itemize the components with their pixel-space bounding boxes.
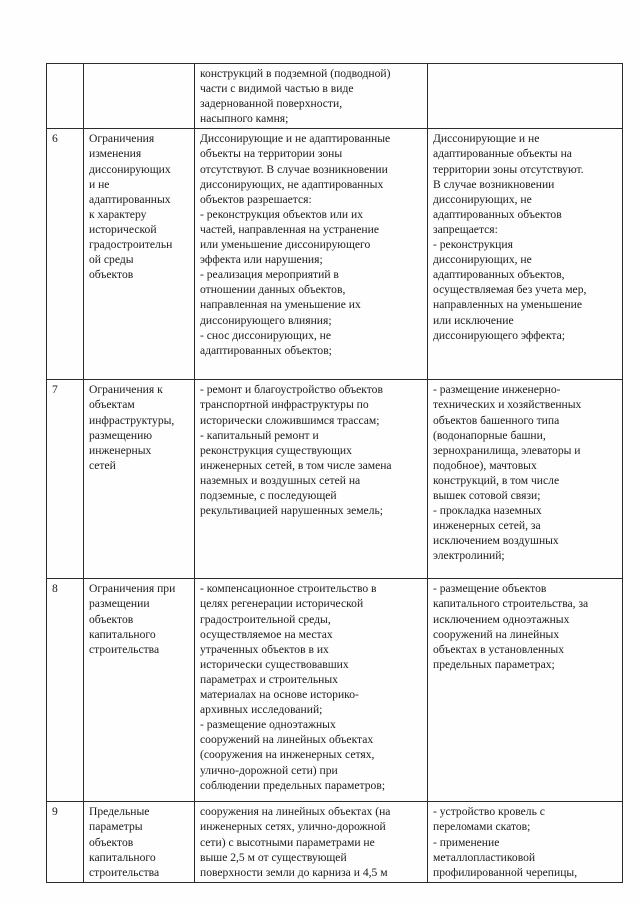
forbidden-measure-line: направленных на уменьшение bbox=[433, 298, 582, 312]
allowed-measure-line: транспортной инфраструктуры по bbox=[200, 398, 369, 412]
allowed-measure-line: исторически существовавших bbox=[200, 657, 349, 671]
allowed-measure-line: рекультивацией нарушенных земель; bbox=[200, 504, 383, 518]
restriction-name-line: изменения bbox=[89, 147, 142, 161]
forbidden-measure-line: объектов башенного типа bbox=[433, 413, 560, 427]
forbidden-measure-line: диссонирующего эффекта; bbox=[433, 328, 566, 342]
allowed-measure-line: выше 2,5 м от существующей bbox=[200, 850, 347, 864]
restriction-name-line: объектам bbox=[89, 398, 135, 412]
table-row bbox=[47, 380, 623, 579]
document-page bbox=[46, 63, 614, 883]
forbidden-measure-line: профилированной черепицы, bbox=[433, 865, 578, 879]
allowed-measure-line: отношении данных объектов, bbox=[200, 283, 346, 297]
restriction-name-cell bbox=[84, 129, 195, 380]
allowed-measures-cell bbox=[195, 380, 428, 579]
forbidden-measures-cell bbox=[428, 579, 623, 802]
allowed-measure-line: задернованной поверхности, bbox=[200, 97, 343, 111]
forbidden-measure-line: диссонирующих, не bbox=[433, 253, 532, 267]
regulations-table-body bbox=[47, 64, 623, 883]
restriction-name-line: инфраструктуры, bbox=[89, 413, 175, 427]
allowed-measure-line: части с видимой частью в виде bbox=[200, 82, 354, 96]
allowed-measure-line: направленная на уменьшение их bbox=[200, 298, 361, 312]
forbidden-measures-cell bbox=[428, 802, 623, 882]
allowed-measure-line: диссонирующих, не адаптированных bbox=[200, 177, 384, 191]
forbidden-measure-line: осуществляемая без учета мер, bbox=[433, 283, 587, 297]
forbidden-measure-line: подобное), мачтовых bbox=[433, 458, 537, 472]
allowed-measure-line: - реконструкция объектов или их bbox=[200, 207, 364, 221]
forbidden-measure-line: - устройство кровель с bbox=[433, 805, 545, 819]
forbidden-measure-line: металлопластиковой bbox=[433, 850, 536, 864]
allowed-measure-line: параметрах и строительных bbox=[200, 672, 338, 686]
allowed-measure-line: реконструкция существующих bbox=[200, 443, 352, 457]
allowed-measure-line: - снос диссонирующих, не bbox=[200, 328, 332, 342]
forbidden-measure-line: адаптированных объектов, bbox=[433, 268, 565, 282]
allowed-measure-line: объектов разрешается: bbox=[200, 192, 312, 206]
allowed-measure-line: диссонирующего влияния; bbox=[200, 313, 332, 327]
restriction-name-line: Ограничения bbox=[89, 132, 155, 146]
allowed-measure-line: частей, направленная на устранение bbox=[200, 222, 379, 236]
restriction-name-cell bbox=[84, 802, 195, 882]
forbidden-measure-line: исключением одноэтажных bbox=[433, 612, 570, 626]
allowed-measure-line: сооружения на линейных объектах (на bbox=[200, 805, 391, 819]
forbidden-measure-line: - прокладка наземных bbox=[433, 504, 542, 518]
forbidden-measure-line: В случае возникновении bbox=[433, 177, 555, 191]
allowed-measures-cell bbox=[195, 64, 428, 129]
forbidden-measures-cell bbox=[428, 64, 623, 129]
allowed-measure-line: - размещение одноэтажных bbox=[200, 718, 336, 732]
forbidden-measure-line: предельных параметрах; bbox=[433, 657, 555, 671]
restriction-name-line: Ограничения при bbox=[89, 582, 176, 596]
forbidden-measure-line: запрещается: bbox=[433, 222, 498, 236]
forbidden-measure-line: сооружений на линейных bbox=[433, 627, 560, 641]
allowed-measure-line: сети) с высотными параметрами не bbox=[200, 835, 375, 849]
allowed-measure-line: (сооружения на инженерных сетях, bbox=[200, 748, 375, 762]
restriction-name-line: строительства bbox=[89, 642, 160, 656]
restriction-name-line: капитального bbox=[89, 627, 156, 641]
allowed-measure-line: насыпного камня; bbox=[200, 112, 289, 126]
restriction-name-line: диссонирующих bbox=[89, 162, 171, 176]
allowed-measure-line: инженерных сетях, улично-дорожной bbox=[200, 820, 386, 834]
forbidden-measure-line: - размещение объектов bbox=[433, 582, 547, 596]
forbidden-measure-line: переломами скатов; bbox=[433, 820, 531, 834]
forbidden-measure-line: электролиний; bbox=[433, 549, 505, 563]
forbidden-measure-line: технических и хозяйственных bbox=[433, 398, 582, 412]
restriction-name-line: размещению bbox=[89, 428, 152, 442]
forbidden-measure-line: адаптированные объекты на bbox=[433, 147, 572, 161]
restriction-name-line: и не bbox=[89, 177, 110, 191]
allowed-measures-cell bbox=[195, 129, 428, 380]
allowed-measure-line: эффекта или нарушения; bbox=[200, 253, 323, 267]
forbidden-measure-line: - реконструкция bbox=[433, 238, 513, 252]
restriction-name-line: Предельные bbox=[89, 805, 150, 819]
allowed-measure-line: целях регенерации исторической bbox=[200, 597, 364, 611]
regulations-table bbox=[46, 63, 623, 883]
row-number: 9 bbox=[47, 802, 84, 882]
table-row bbox=[47, 64, 623, 129]
restriction-name-line: Ограничения к bbox=[89, 383, 163, 397]
allowed-measure-line: сооружений на линейных объектах bbox=[200, 733, 374, 747]
allowed-measure-line: градостроительной среды, bbox=[200, 612, 331, 626]
restriction-name-line: размещении bbox=[89, 597, 150, 611]
forbidden-measure-line: вышек сотовой связи; bbox=[433, 489, 541, 503]
restriction-name-line: объектов bbox=[89, 268, 134, 282]
table-row bbox=[47, 802, 623, 882]
restriction-name-line: адаптированных bbox=[89, 192, 171, 206]
allowed-measure-line: Диссонирующие и не адаптированные bbox=[200, 132, 391, 146]
forbidden-measure-line: зернохранилища, элеваторы и bbox=[433, 443, 581, 457]
allowed-measure-line: исторически сложившимся трассам; bbox=[200, 413, 380, 427]
forbidden-measure-line: Диссонирующие и не bbox=[433, 132, 540, 146]
forbidden-measure-line: диссонирующих, не bbox=[433, 192, 532, 206]
table-row bbox=[47, 579, 623, 802]
restriction-name-line: капитального bbox=[89, 850, 156, 864]
allowed-measure-line: утраченных объектов в их bbox=[200, 642, 329, 656]
allowed-measure-line: или уменьшение диссонирующего bbox=[200, 238, 371, 252]
restriction-name-line: сетей bbox=[89, 458, 116, 472]
forbidden-measure-line: - размещение инженерно- bbox=[433, 383, 561, 397]
restriction-name-line: объектов bbox=[89, 612, 134, 626]
allowed-measure-line: отсутствуют. В случае возникновении bbox=[200, 162, 388, 176]
restriction-name-line: градостроительн bbox=[89, 238, 173, 252]
forbidden-measure-line: (водонапорные башни, bbox=[433, 428, 546, 442]
forbidden-measure-line: инженерных сетей, за bbox=[433, 519, 541, 533]
row-number: 6 bbox=[47, 129, 84, 380]
allowed-measure-line: инженерных сетей, в том числе замена bbox=[200, 458, 392, 472]
restriction-name-cell bbox=[84, 579, 195, 802]
forbidden-measures-cell bbox=[428, 129, 623, 380]
allowed-measure-line: - реализация мероприятий в bbox=[200, 268, 339, 282]
forbidden-measure-line: - применение bbox=[433, 835, 500, 849]
allowed-measure-line: адаптированных объектов; bbox=[200, 343, 332, 357]
row-number: 8 bbox=[47, 579, 84, 802]
restriction-name-line: ой среды bbox=[89, 253, 134, 267]
restriction-name-line: исторической bbox=[89, 222, 157, 236]
restriction-name-line: строительства bbox=[89, 865, 160, 879]
allowed-measures-cell bbox=[195, 802, 428, 882]
allowed-measure-line: конструкций в подземной (подводной) bbox=[200, 67, 391, 80]
forbidden-measure-line: конструкций, в том числе bbox=[433, 473, 560, 487]
allowed-measure-line: подземные, с последующей bbox=[200, 489, 337, 503]
forbidden-measure-line: или исключение bbox=[433, 313, 514, 327]
row-number bbox=[47, 64, 84, 129]
allowed-measure-line: поверхности земли до карниза и 4,5 м bbox=[200, 865, 388, 879]
allowed-measure-line: - ремонт и благоустройство объектов bbox=[200, 383, 383, 397]
forbidden-measure-line: объектах в установленных bbox=[433, 642, 564, 656]
forbidden-measure-line: территории зоны отсутствуют. bbox=[433, 162, 584, 176]
allowed-measure-line: - компенсационное строительство в bbox=[200, 582, 377, 596]
restriction-name-cell bbox=[84, 380, 195, 579]
table-row bbox=[47, 129, 623, 380]
restriction-name-line: инженерных bbox=[89, 443, 152, 457]
restriction-name-cell bbox=[84, 64, 195, 129]
allowed-measure-line: осуществляемое на местах bbox=[200, 627, 333, 641]
allowed-measure-line: наземных и воздушных сетей на bbox=[200, 473, 361, 487]
forbidden-measure-line: исключением воздушных bbox=[433, 534, 559, 548]
forbidden-measure-line: капитального строительства, за bbox=[433, 597, 589, 611]
restriction-name-line: к характеру bbox=[89, 207, 147, 221]
allowed-measure-line: объекты на территории зоны bbox=[200, 147, 343, 161]
restriction-name-line: объектов bbox=[89, 835, 134, 849]
forbidden-measures-cell bbox=[428, 380, 623, 579]
allowed-measure-line: соблюдении предельных параметров; bbox=[200, 778, 386, 792]
allowed-measure-line: - капитальный ремонт и bbox=[200, 428, 319, 442]
allowed-measure-line: архивных исследований; bbox=[200, 703, 323, 717]
allowed-measures-cell bbox=[195, 579, 428, 802]
row-number: 7 bbox=[47, 380, 84, 579]
restriction-name-line: параметры bbox=[89, 820, 143, 834]
allowed-measure-line: улично-дорожной сети) при bbox=[200, 763, 338, 777]
allowed-measure-line: материалах на основе историко- bbox=[200, 688, 359, 702]
forbidden-measure-line: адаптированных объектов bbox=[433, 207, 562, 221]
